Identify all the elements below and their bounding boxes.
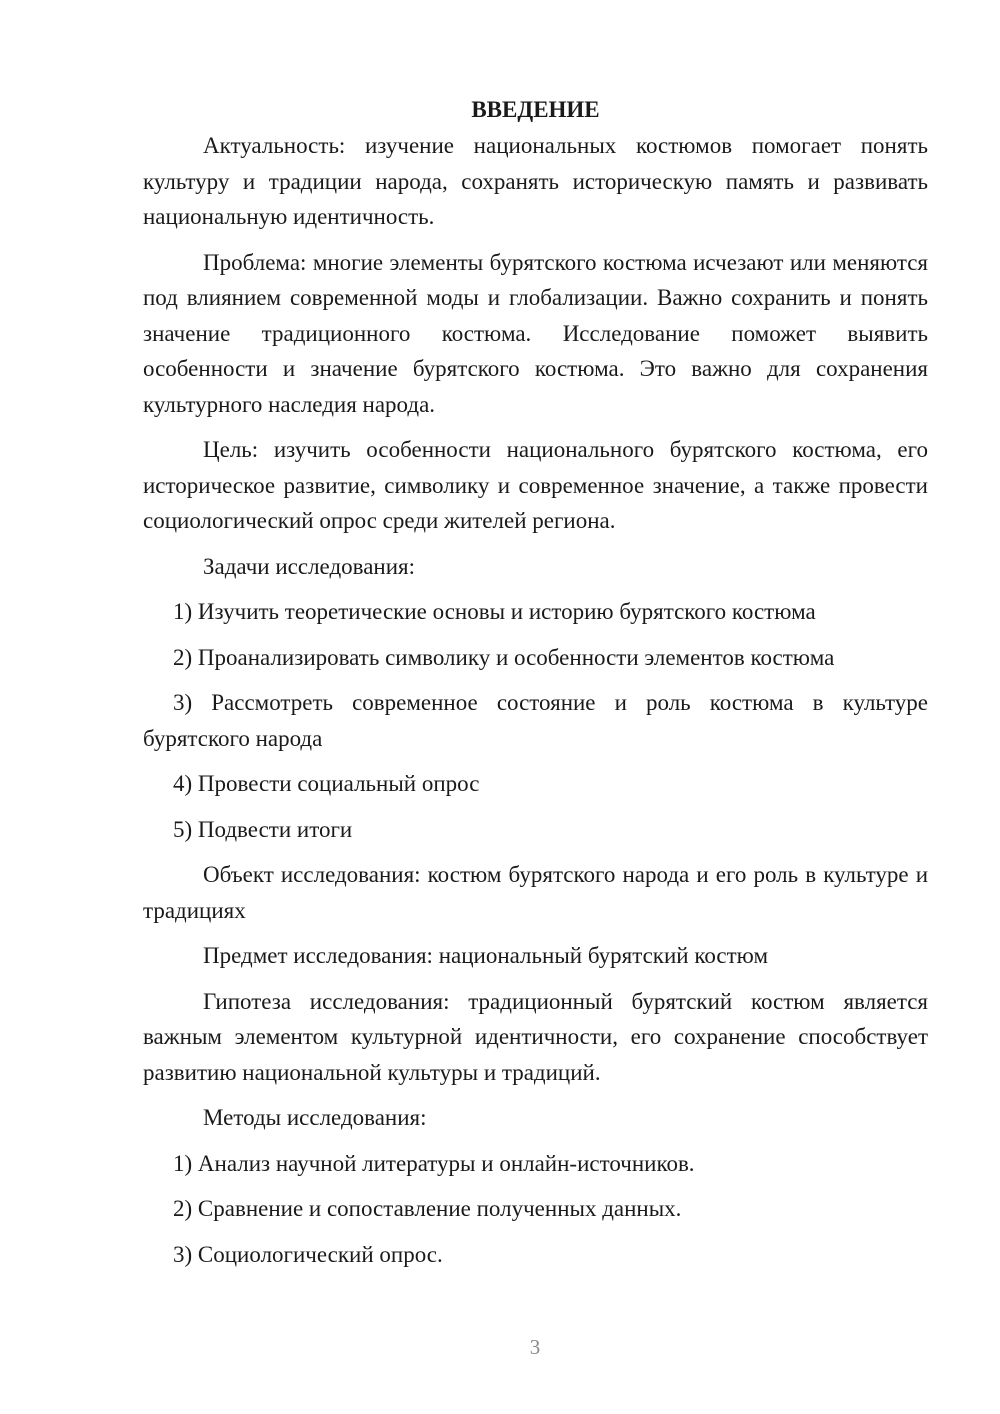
- method-item: 1) Анализ научной литературы и онлайн-источников.: [173, 1150, 695, 1176]
- relevance-paragraph: Актуальность: изучение национальных костюмов помогает понять культуру и традиции народа, сохранять историческую память и развивать национальную идентичность.: [143, 133, 928, 229]
- object-paragraph: Объект исследования: костюм бурятского народа и его роль в культуре и традициях: [143, 862, 928, 923]
- tasks-heading: Задачи исследования:: [203, 553, 416, 579]
- subject-paragraph: Предмет исследования: национальный бурятский костюм: [203, 943, 769, 968]
- methods-heading: Методы исследования:: [203, 1105, 427, 1130]
- problem-paragraph: Проблема: многие элементы бурятского костюма исчезают или меняются под влиянием современной моды и глобализации. Важно сохранить и понять значение традиционного костюма. Исследование поможет выявить особенности и значение бурятского костюма. Это важно для сохранения культурного наследия народа.: [143, 249, 928, 417]
- task-item: 5) Подвести итоги: [173, 816, 353, 842]
- section-title: ВВЕДЕНИЕ: [471, 97, 600, 122]
- hypothesis-paragraph: Гипотеза исследования: традиционный бурятский костюм является важным элементом культурной идентичности, его сохранение способствует развитию национальной культуры и традиций.: [143, 988, 928, 1085]
- goal-paragraph: Цель: изучить особенности национального бурятского костюма, его историческое развитие, символику и современное значение, а также провести социологический опрос среди жителей региона.: [143, 437, 928, 533]
- method-item: 3) Социологический опрос.: [173, 1241, 443, 1267]
- task-item: 3) Рассмотреть современное состояние и роль костюма в культуре бурятского народа: [143, 690, 928, 751]
- page-number: 3: [529, 1335, 541, 1359]
- page-content: [143, 92, 928, 1282]
- method-item: 2) Сравнение и сопоставление полученных данных.: [173, 1196, 682, 1221]
- task-item: 4) Провести социальный опрос: [173, 771, 480, 796]
- task-item: 2) Проанализировать символику и особенности элементов костюма: [173, 644, 835, 670]
- task-item: 1) Изучить теоретические основы и историю бурятского костюма: [173, 599, 816, 624]
